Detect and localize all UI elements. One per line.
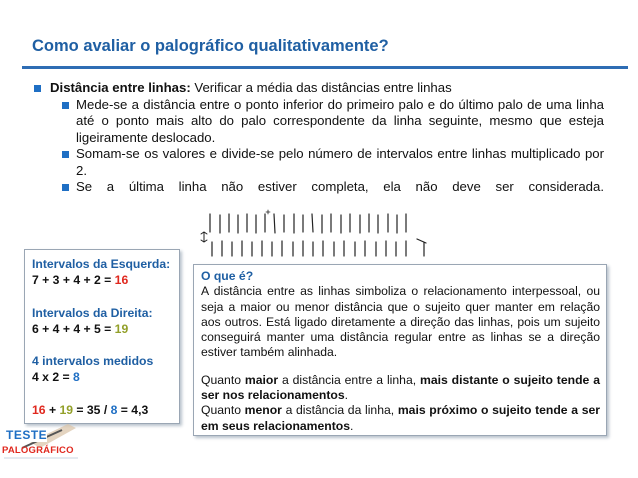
explanation-paragraph: A distância entre as linhas simboliza o relacionamento interpessoal, ou seja a maior ou menor distância que o sujeito quer manter em relação aos outros. Está ligado diretamente a direção das linhas, pois um sujeito conseguirá manter uma distância regular entre as linhas se a direção estiver também alinhada. [201,284,600,360]
sub-bullet [62,97,604,147]
logo-top-text: TESTE [6,428,48,442]
sub-bullet-text: Somam-se os valores e divide-se pelo número de intervalos entre linhas multiplicado por 2. [76,146,604,178]
text: . [344,388,348,403]
sub-bullet [62,179,604,196]
logo-bottom-text: PALOGRÁFICO [2,445,74,456]
emphasis-text: maior [244,372,279,387]
final-count: 8 [110,402,118,417]
emphasis-text: mais distante o sujeito tende a ser nos relacionamentos [201,372,600,403]
teste-palografico-logo [0,418,80,476]
equation-text: 6 + 4 + 4 + 5 = [32,321,115,336]
text: Quanto [201,372,245,387]
right-intervals-heading: Intervalos da Direita: [32,305,153,320]
sub-bullet-text: Mede-se a distância entre o ponto inferior do primeiro palo e do último palo de uma linha até o ponto mais alto do palo correspondente da linha seguinte, mesmo que esteja ligeiramente deslocado. [76,96,604,145]
explanation-heading: O que é? [201,269,254,283]
right-intervals-equation [32,321,179,337]
equation-result: = 4,3 [117,402,149,417]
smaller-distance-paragraph [201,403,600,434]
intervals-count-equation [32,369,179,385]
left-intervals-heading: Intervalos da Esquerda: [32,257,171,271]
bullet-list [34,80,604,196]
handwritten-palos-sample-image [198,206,438,258]
equation-text: 4 x 2 = [32,370,73,385]
equation-text: + [45,402,60,417]
square-bullet-icon [62,102,69,109]
text: a distância entre a linha, [278,372,421,387]
square-bullet-icon [62,184,69,191]
greater-distance-paragraph [201,373,600,404]
square-bullet-icon [34,85,41,92]
intervals-count-heading: 4 intervalos medidos [32,354,154,369]
final-left-sum: 16 [32,402,46,417]
emphasis-text: mais próximo o sujeito tende a ser em seus relacionamentos [201,403,600,433]
slide-title: Como avaliar o palográfico qualitativamente? [32,37,389,55]
final-average-equation [32,402,179,418]
equation-text: = 35 / [73,402,111,417]
equation-text: 7 + 3 + 4 + 2 = [32,273,115,288]
text: Quanto [201,403,245,418]
text: a distância da linha, [281,403,398,418]
sub-bullet-text: Se a última linha não estiver completa, ela não deve ser considerada. [76,179,604,194]
intervals-count-value: 8 [73,370,80,385]
square-bullet-icon [62,151,69,158]
final-right-sum: 19 [59,402,74,417]
main-bullet-label: Distância entre linhas: [50,80,191,95]
main-bullet [34,80,604,97]
explanation-box [193,264,607,436]
left-sum-value: 16 [114,273,129,288]
main-bullet-text: Verificar a média das distâncias entre linhas [190,80,452,95]
left-intervals-equation [32,272,179,288]
title-divider [22,66,628,69]
sub-bullet [62,146,604,179]
calculation-example-box [24,249,180,424]
right-sum-value: 19 [114,321,129,336]
text: . [350,418,354,433]
emphasis-text: menor [244,403,282,418]
